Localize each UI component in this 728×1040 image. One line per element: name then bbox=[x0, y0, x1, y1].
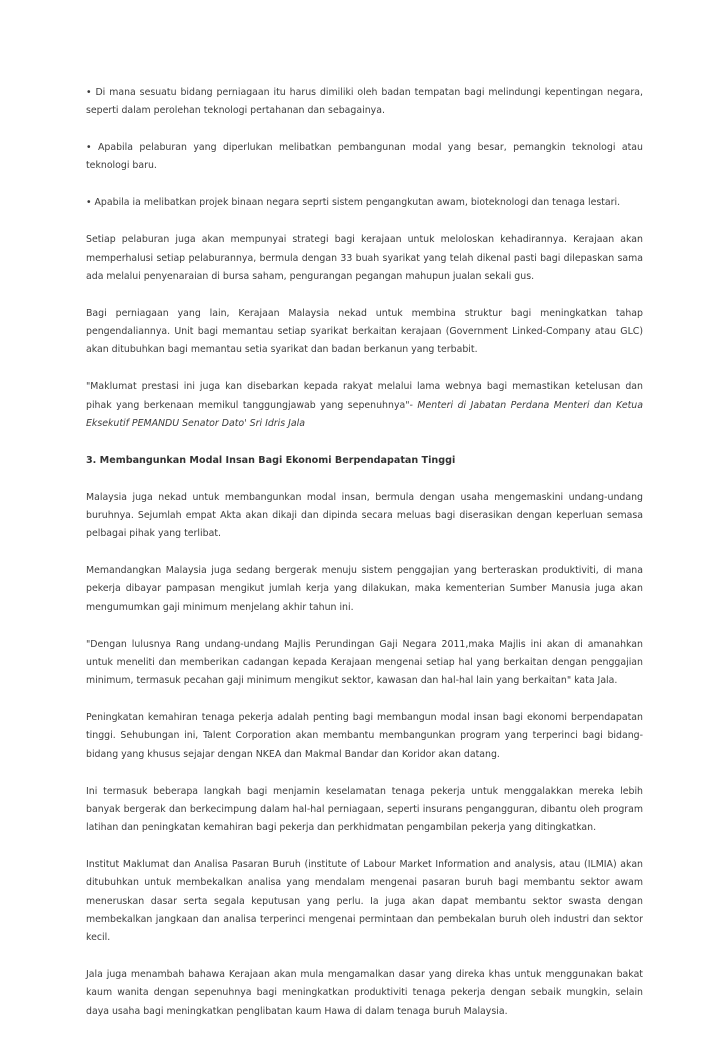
bullet-paragraph-1: • Di mana sesuatu bidang perniagaan itu harus dimiliki oleh badan tempatan bagi melindungi kepentingan negara, seperti dalam perolehan teknologi pertahanan dan sebagainya. bbox=[86, 87, 643, 117]
paragraph-modal-insan: Malaysia juga nekad untuk membangunkan modal insan, bermula dengan usaha mengemaskini undang-undang buruhnya. Sejumlah empat Akta akan dikaji dan dipinda secara meluas bagi diserasikan dengan keperluan semasa pelbagai pihak yang terlibat. bbox=[86, 491, 643, 540]
paragraph-keselamatan: Ini termasuk beberapa langkah bagi menjamin keselamatan tenaga pekerja untuk menggalakkan mereka lebih banyak bergerak dan berkecimpung dalam hal-hal perniagaan, seperti insurans pengangguran, dibantu oleh program latihan dan peningkatan kemahiran bagi pekerja dan perkhidmatan pengambilan pekerja yang ditingkatkan. bbox=[86, 785, 643, 834]
paragraph-kemahiran: Peningkatan kemahiran tenaga pekerja adalah penting bagi membangun modal insan bagi ekonomi berpendapatan tinggi. Sehubungan ini, Talent Corporation akan membantu membangunkan program yang terperinci bagi bidang-bidang yang khusus sejajar dengan NKEA dan Makmal Bandar dan Koridor akan datang. bbox=[86, 712, 643, 760]
section-heading-3: 3. Membangunkan Modal Insan Bagi Ekonomi Berpendapatan Tinggi bbox=[86, 454, 456, 466]
quote-attribution: - Menteri di Jabatan Perdana Menteri dan Ketua Eksekutif PEMANDU Senator Dato' Sri Idris Jala bbox=[86, 399, 643, 429]
paragraph-ilmia: Institut Maklumat dan Analisa Pasaran Buruh (institute of Labour Market Information and analysis, atau (ILMIA) akan ditubuhkan untuk membekalkan analisa yang mendalam mengenai pasaran buruh bagi membantu sektor awam meneruskan dasar serta segala keputusan yang perlu. Ia juga akan dapat membantu sektor swasta dengan membekalkan jangkaan dan analisa terperinci mengenai permintaan dan pembekalan buruh oleh industri dan sektor kecil. bbox=[86, 859, 643, 944]
paragraph-wanita: Jala juga menambah bahawa Kerajaan akan mula mengamalkan dasar yang direka khas untuk menggunakan bakat kaum wanita dengan sepenuhnya bagi meningkatkan produktiviti tenaga pekerja dengan sebaik mungkin, selain daya usaha bagi meningkatkan penglibatan kaum Hawa di dalam tenaga buruh Malaysia. bbox=[86, 969, 643, 1017]
quote-paragraph-prestasi bbox=[86, 378, 643, 433]
document-page bbox=[86, 84, 643, 1040]
bullet-paragraph-2: • Apabila pelaburan yang diperlukan melibatkan pembangunan modal yang besar, pemangkin teknologi atau teknologi baru. bbox=[86, 142, 643, 172]
bullet-paragraph-3: • Apabila ia melibatkan projek binaan negara seprti sistem pengangkutan awam, bioteknologi dan tenaga lestari. bbox=[86, 197, 621, 209]
paragraph-penggajian: Memandangkan Malaysia juga sedang bergerak menuju sistem penggajian yang berteraskan produktiviti, di mana pekerja dibayar pampasan mengikut jumlah kerja yang dilakukan, maka kementerian Sumber Manusia juga akan mengumumkan gaji minimum menjelang akhir tahun ini. bbox=[86, 565, 643, 613]
paragraph-pelaburan-strategi: Setiap pelaburan juga akan mempunyai strategi bagi kerajaan untuk meloloskan kehadirannya. Kerajaan akan memperhalusi setiap pelaburannya, bermula dengan 33 buah syarikat yang telah dikenal pasti bagi dilepaskan sama ada melalui penyenaraian di bursa saham, pengurangan pegangan mahupun jualan sekali gus. bbox=[86, 234, 643, 282]
quote-text: "Maklumat prestasi ini juga kan disebarkan kepada rakyat melalui lama webnya bagi memastikan ketelusan dan pihak yang berkenaan memikul tanggungjawab yang sepenuhnya" bbox=[86, 381, 643, 411]
quote-paragraph-gaji: "Dengan lulusnya Rang undang-undang Majlis Perundingan Gaji Negara 2011,maka Majlis ini akan di amanahkan untuk meneliti dan memberikan cadangan kepada Kerajaan mengenai setiap hal yang berkaitan dengan penggajian minimum, termasuk pecahan gaji minimum mengikut sektor, kawasan dan hal-hal lain yang berkaitan" kata Jala. bbox=[86, 638, 643, 687]
paragraph-perniagaan-lain: Bagi perniagaan yang lain, Kerajaan Malaysia nekad untuk membina struktur bagi meningkatkan tahap pengendaliannya. Unit bagi memantau setiap syarikat berkaitan kerajaan (Government Linked-Company atau GLC) akan ditubuhkan bagi memantau setia syarikat dan badan berkanun yang terbabit. bbox=[86, 307, 643, 356]
